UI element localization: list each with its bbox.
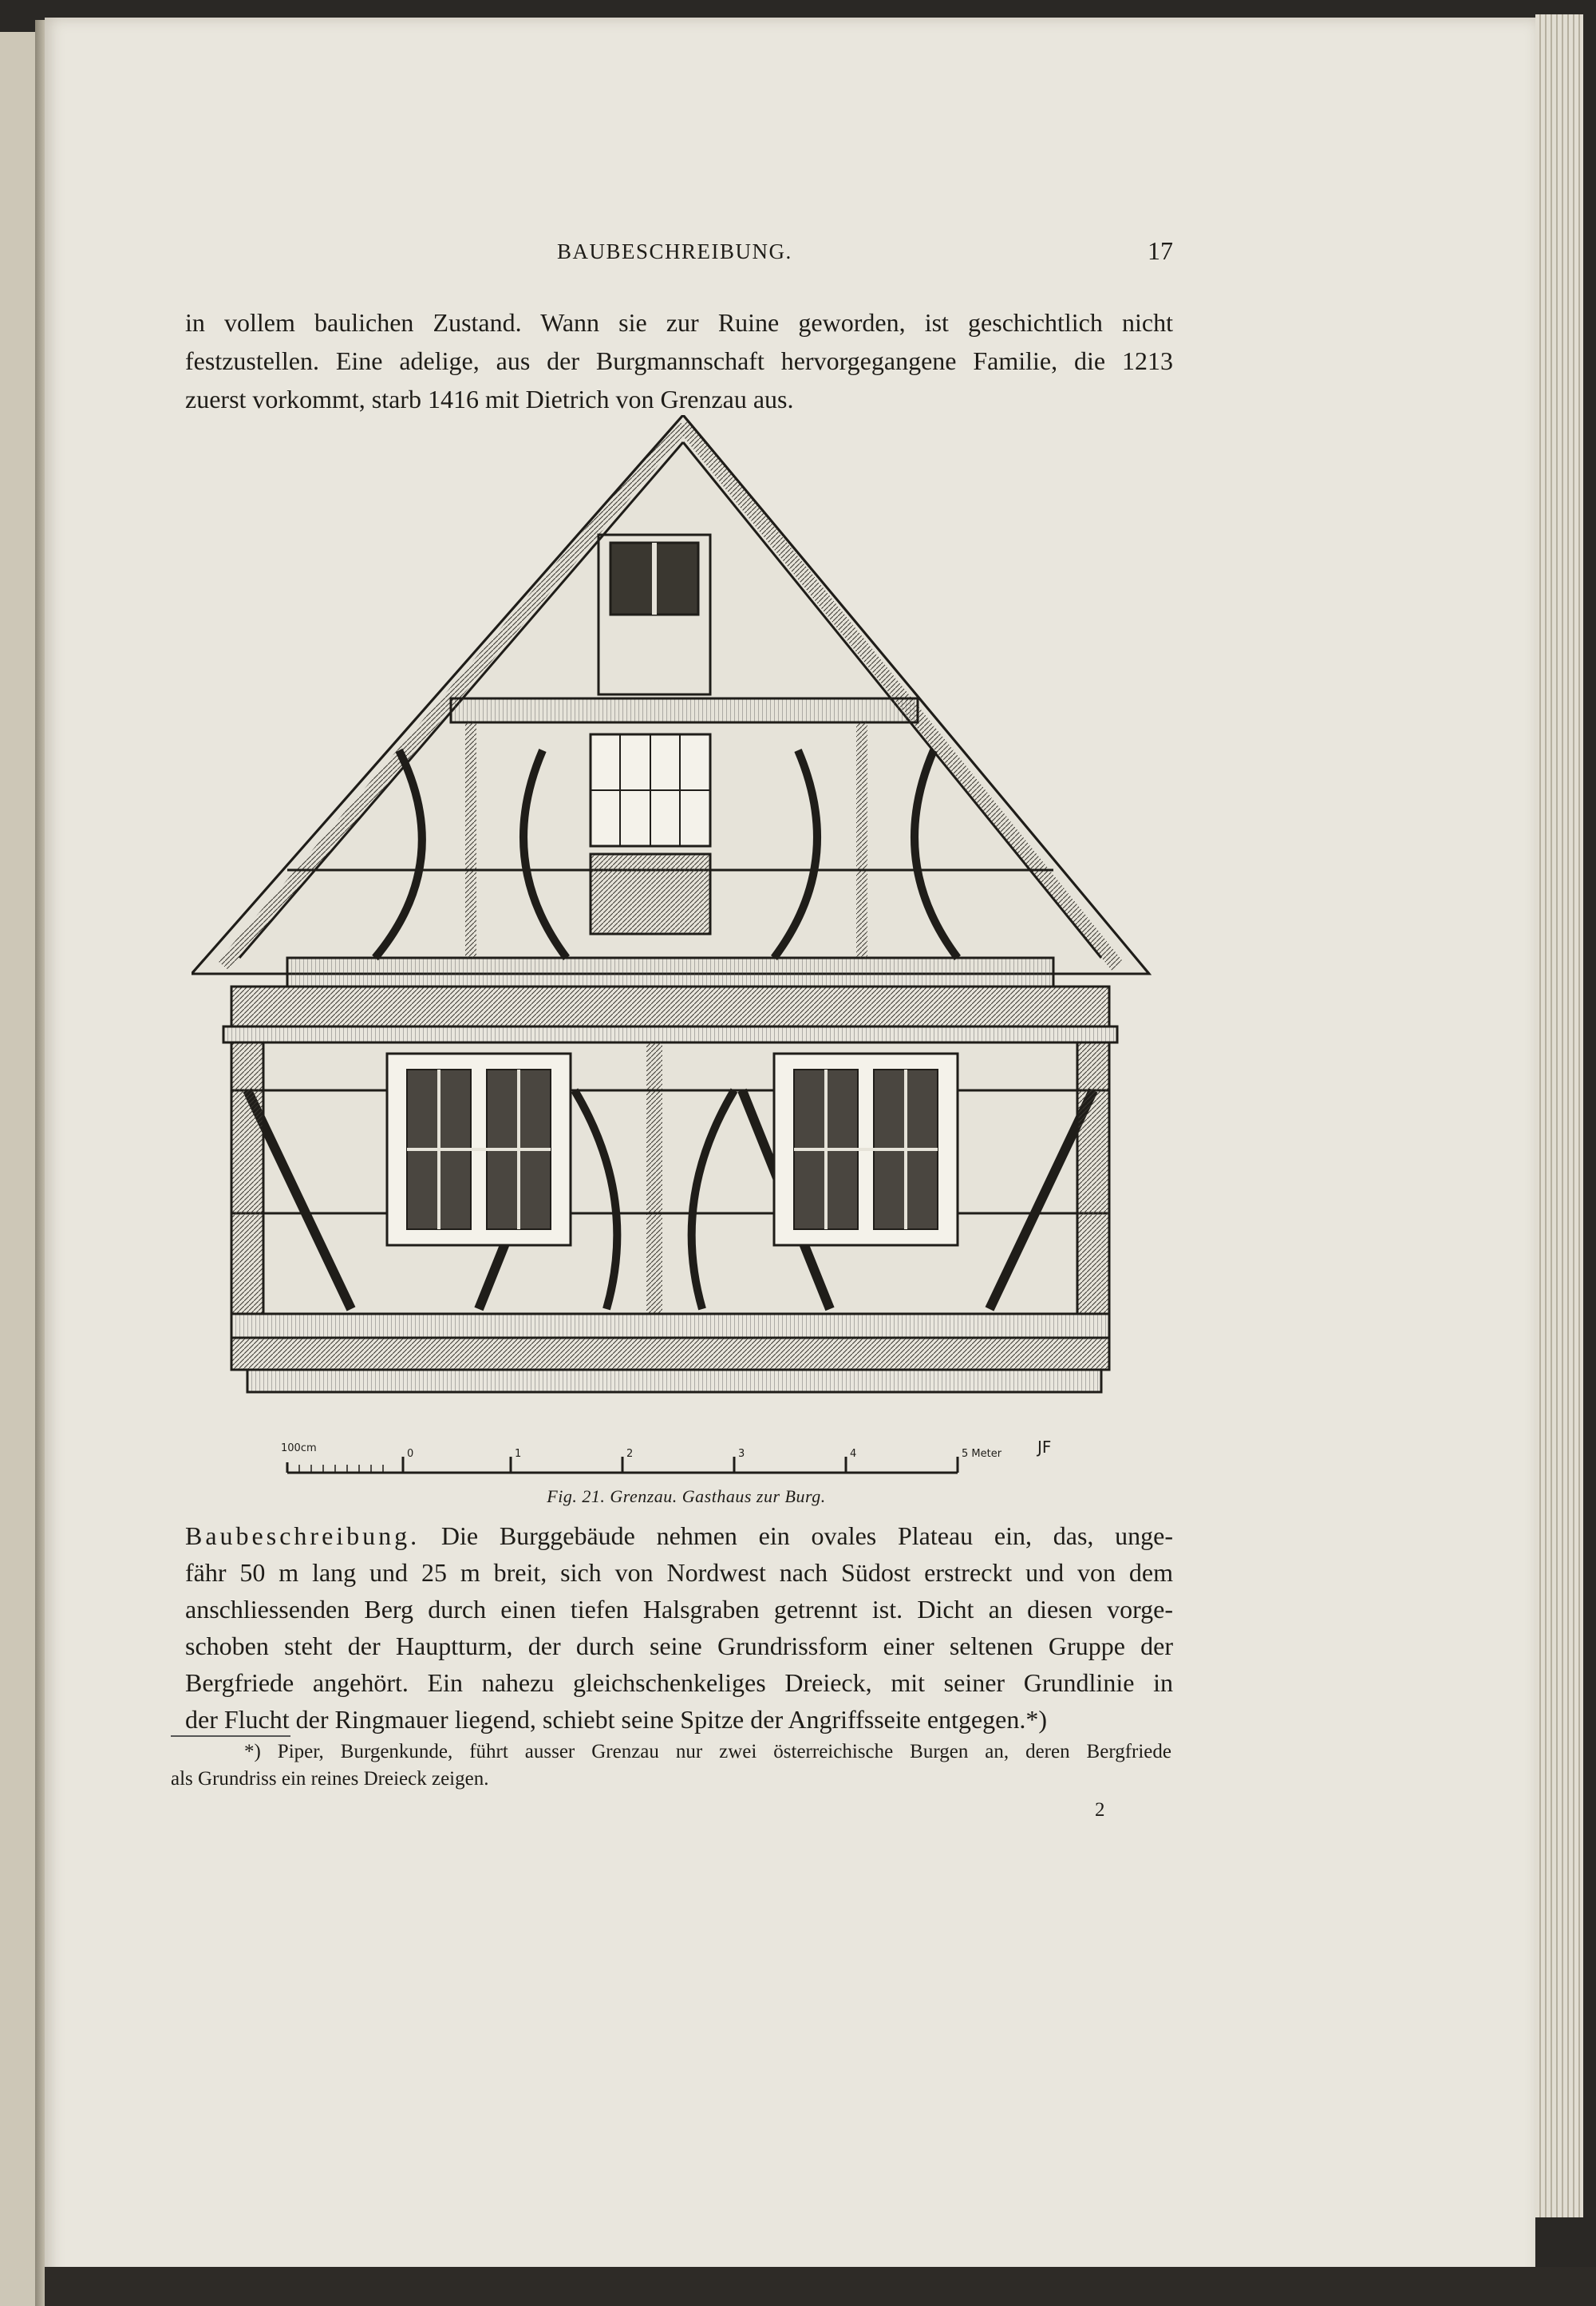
scale-label: 1 bbox=[515, 1448, 522, 1460]
section-lead: Baubeschreibung. bbox=[185, 1521, 421, 1550]
description-line: anschliessenden Berg durch einen tiefen Halsgraben getrennt ist. Dicht an diesen vorge- bbox=[185, 1595, 1173, 1624]
footnote-line: als Grundriss ein reines Dreieck zeigen. bbox=[171, 1768, 489, 1790]
description-text: Die Burggebäude nehmen ein ovales Plateau ein, das, unge- bbox=[420, 1521, 1173, 1550]
half-timbered-house-figure bbox=[192, 415, 1181, 1477]
scale-label: 4 bbox=[850, 1448, 857, 1460]
scale-label: 100cm bbox=[281, 1442, 317, 1454]
intro-line: zuerst vorkommt, starb 1416 mit Dietrich von Grenzau aus. bbox=[185, 385, 794, 413]
page-number: 17 bbox=[1148, 236, 1173, 265]
intro-line: festzustellen. Eine adelige, aus der Burgmannschaft hervorgegangene Familie, die 1213 bbox=[185, 346, 1173, 375]
description-line: schoben steht der Hauptturm, der durch seine Grundrissform einer seltenen Gruppe der bbox=[185, 1632, 1173, 1660]
running-head: BAUBESCHREIBUNG. bbox=[557, 239, 792, 263]
description-first-line bbox=[185, 1517, 1173, 1555]
engraver-monogram: JF bbox=[1037, 1438, 1052, 1457]
scale-label: 2 bbox=[626, 1448, 634, 1460]
description-line: fähr 50 m lang und 25 m breit, sich von Nordwest nach Südost erstreckt und von dem bbox=[185, 1558, 1173, 1587]
footnote-rule bbox=[171, 1735, 290, 1737]
scale-label: 0 bbox=[407, 1448, 414, 1460]
scan-background bbox=[45, 2267, 1596, 2306]
intro-line: in vollem baulichen Zustand. Wann sie zur Ruine geworden, ist geschichtlich nicht bbox=[185, 308, 1173, 337]
description-line: Bergfriede angehört. Ein nahezu gleichschenkeliges Dreieck, mit seiner Grundlinie in bbox=[185, 1668, 1173, 1697]
figure-caption: Fig. 21. Grenzau. Gasthaus zur Burg. bbox=[547, 1486, 826, 1506]
footnote-line: *) Piper, Burgenkunde, führt ausser Grenzau nur zwei österreichische Burgen an, deren Bergfriede bbox=[244, 1741, 1171, 1762]
facing-page-edge bbox=[0, 32, 35, 2306]
description-line: der Flucht der Ringmauer liegend, schiebt seine Spitze der Angriffsseite entgegen.*) bbox=[185, 1705, 1047, 1734]
scale-label: 3 bbox=[738, 1448, 745, 1460]
printer-signature: 2 bbox=[1095, 1799, 1105, 1821]
scale-label: 5 Meter bbox=[962, 1448, 1002, 1460]
page-stack-edges bbox=[1535, 14, 1583, 2217]
